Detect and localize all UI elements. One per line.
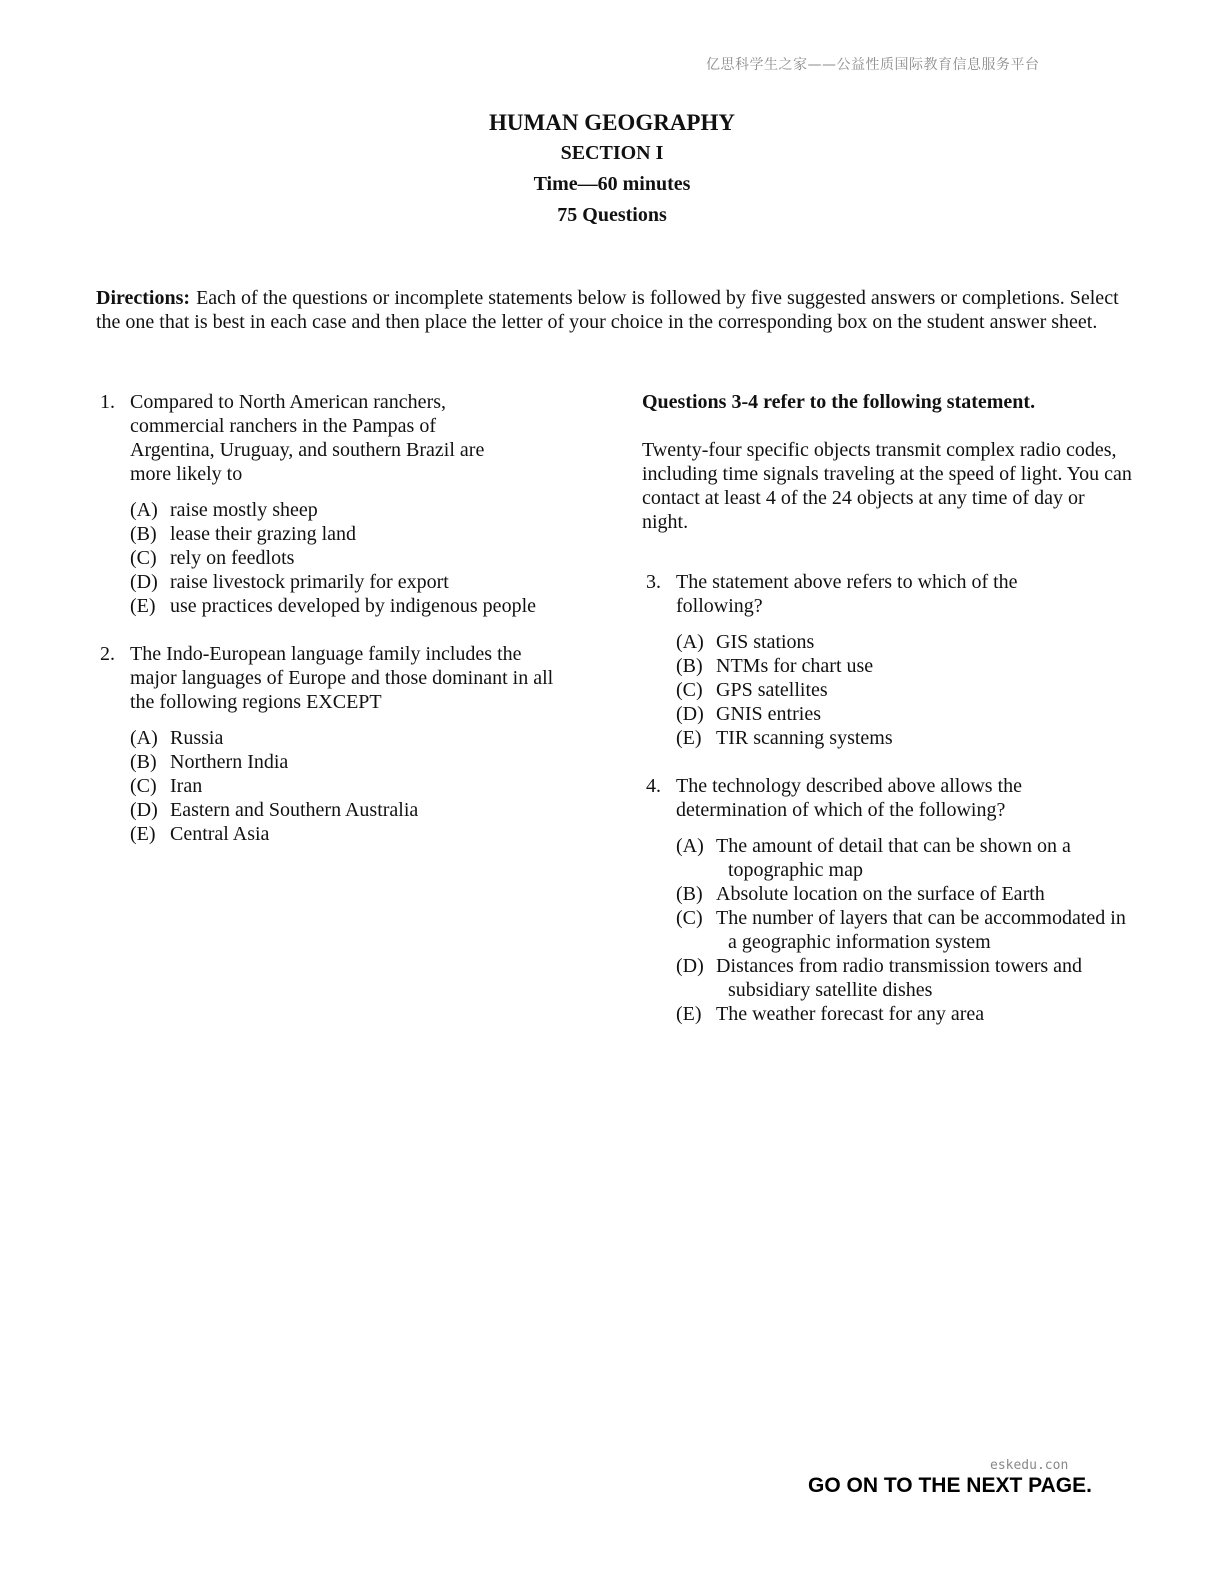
answer-option[interactable] [676, 834, 1132, 882]
option-letter: (E) [676, 727, 702, 749]
option-text: Iran [170, 775, 203, 797]
question-1 [100, 390, 600, 618]
option-letter: (D) [130, 571, 158, 593]
question-stem: The Indo-European language family includes the major languages of Europe and those dominant in all the following regions EXCEPT [130, 643, 554, 713]
option-text: Central Asia [170, 823, 270, 845]
option-text: GPS satellites [716, 679, 828, 701]
answer-options [130, 726, 600, 846]
page-title: HUMAN GEOGRAPHY [489, 110, 735, 135]
page-header [0, 108, 1224, 231]
option-letter: (D) [676, 955, 704, 977]
question-stem: The technology described above allows the determination of which of the following? [676, 775, 1022, 821]
option-letter: (B) [130, 751, 157, 773]
answer-options [130, 498, 600, 618]
option-text: Distances from radio transmission towers and subsidiary satellite dishes [716, 955, 1083, 1001]
answer-option[interactable] [130, 546, 600, 570]
answer-option[interactable] [130, 774, 600, 798]
answer-option[interactable] [676, 882, 1132, 906]
option-letter: (A) [676, 835, 704, 857]
question-stem: Compared to North American ranchers, commercial ranchers in the Pampas of Argentina, Uruguay, and southern Brazil are more likely to [130, 391, 485, 485]
option-text: raise livestock primarily for export [170, 571, 449, 593]
option-letter: (E) [676, 1003, 702, 1025]
question-2 [100, 642, 600, 846]
option-text: GNIS entries [716, 703, 821, 725]
question-group-title: Questions 3-4 refer to the following statement. [642, 391, 1036, 413]
directions-label: Directions: [96, 287, 191, 309]
question-3 [646, 570, 1132, 750]
answer-option[interactable] [130, 822, 600, 846]
question-4 [646, 774, 1132, 1026]
directions-text: Each of the questions or incomplete statements below is followed by five suggested answers or completions. Select the one that is best in each case and then place the letter of your choice in the corresponding box on the student answer sheet. [96, 287, 1119, 333]
option-text: Absolute location on the surface of Earth [716, 883, 1045, 905]
option-letter: (E) [130, 823, 156, 845]
answer-option[interactable] [130, 570, 600, 594]
option-text: raise mostly sheep [170, 499, 318, 521]
option-letter: (D) [676, 703, 704, 725]
answer-option[interactable] [676, 954, 1132, 1002]
answer-option[interactable] [676, 654, 1132, 678]
answer-options [676, 834, 1132, 1026]
answer-option[interactable] [676, 678, 1132, 702]
option-text: Northern India [170, 751, 289, 773]
option-text: The amount of detail that can be shown on a topographic map [716, 835, 1071, 881]
option-text: lease their grazing land [170, 523, 357, 545]
option-text: The number of layers that can be accommodated in a geographic information system [716, 907, 1126, 953]
option-text: TIR scanning systems [716, 727, 893, 749]
answer-option[interactable] [676, 1002, 1132, 1026]
option-letter: (B) [676, 655, 703, 677]
option-text: use practices developed by indigenous people [170, 595, 536, 617]
option-letter: (A) [130, 499, 158, 521]
option-letter: (E) [130, 595, 156, 617]
option-letter: (A) [676, 631, 704, 653]
question-number: 3. [646, 571, 661, 593]
option-letter: (C) [676, 679, 703, 701]
left-column [100, 390, 600, 846]
question-count: 75 Questions [557, 204, 667, 226]
option-letter: (C) [130, 547, 157, 569]
option-letter: (C) [130, 775, 157, 797]
answer-option[interactable] [130, 750, 600, 774]
answer-option[interactable] [130, 726, 600, 750]
option-text: Russia [170, 727, 224, 749]
option-letter: (D) [130, 799, 158, 821]
answer-option[interactable] [130, 522, 600, 546]
option-text: NTMs for chart use [716, 655, 874, 677]
right-column [642, 390, 1132, 1026]
option-text: The weather forecast for any area [716, 1003, 985, 1025]
answer-option[interactable] [676, 702, 1132, 726]
option-text: rely on feedlots [170, 547, 295, 569]
next-page-notice: GO ON TO THE NEXT PAGE. [808, 1474, 1092, 1497]
stimulus-passage: Twenty-four specific objects transmit complex radio codes, including time signals traveling at the speed of light. You can contact at least 4 of the 24 objects at any time of day or night. [642, 439, 1132, 533]
answer-option[interactable] [130, 594, 600, 618]
answer-option[interactable] [130, 798, 600, 822]
question-number: 1. [100, 391, 115, 413]
directions [96, 286, 1126, 334]
option-text: GIS stations [716, 631, 815, 653]
footer-url: eskedu.con [990, 1458, 1069, 1473]
section-label: SECTION I [560, 142, 664, 164]
option-letter: (B) [130, 523, 157, 545]
option-letter: (B) [676, 883, 703, 905]
question-number: 2. [100, 643, 115, 665]
question-stem: The statement above refers to which of the following? [676, 571, 1018, 617]
answer-option[interactable] [676, 726, 1132, 750]
answer-option[interactable] [676, 630, 1132, 654]
question-number: 4. [646, 775, 661, 797]
answer-option[interactable] [676, 906, 1132, 954]
option-letter: (C) [676, 907, 703, 929]
watermark-text: 亿思科学生之家——公益性质国际教育信息服务平台 [706, 57, 1040, 73]
option-text: Eastern and Southern Australia [170, 799, 419, 821]
option-letter: (A) [130, 727, 158, 749]
answer-option[interactable] [130, 498, 600, 522]
answer-options [676, 630, 1132, 750]
time-limit: Time—60 minutes [533, 173, 691, 195]
